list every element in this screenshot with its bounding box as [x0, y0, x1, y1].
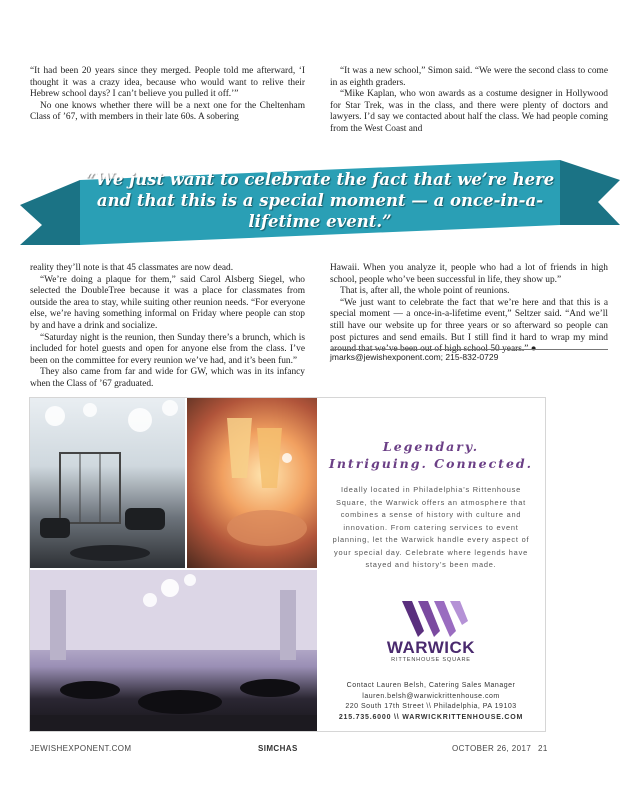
- lobby-illustration: [30, 398, 185, 568]
- article-column-top-right: [330, 66, 608, 134]
- article-paragraph: “Mike Kaplan, who won awards as a costume designer in Hollywood for Star Trek, was in the class, and there were plenty of doctors and lawyers. I’d say we contacted about half the class. We had people coming from the West Coast and: [330, 89, 608, 134]
- ad-headline-line: Intriguing. Connected.: [329, 456, 533, 471]
- warwick-advertisement: [29, 397, 546, 732]
- article-paragraph: reality they’ll note is that 45 classmates are now dead.: [30, 263, 234, 273]
- article-paragraph: “It had been 20 years since they merged. People told me afterward, ‘I thought it was a crazy idea, because who would want to relive their Hebrew school days? I can’t believe you pulled it off.’”: [30, 66, 305, 100]
- contact-name: Contact Lauren Belsh, Catering Sales Manager: [346, 682, 516, 689]
- pull-quote: “We just want to celebrate the fact that we’re here and that this is a special moment — a once-in-a-lifetime event.”: [85, 169, 555, 231]
- contact-email: lauren.belsh@warwickrittenhouse.com: [362, 692, 500, 700]
- article-paragraph: Hawaii. When you analyze it, people who had a lot of friends in high school, people who’ve been successful in life, they show up.”: [330, 263, 608, 285]
- ad-headline-line: Legendary.: [382, 439, 480, 454]
- ballroom-photo: [30, 570, 317, 731]
- brand-subtitle: RITTENHOUSE SQUARE: [391, 657, 471, 663]
- contact-phone-web: 215.735.6000 \\ WARWICKRITTENHOUSE.COM: [338, 713, 524, 721]
- champagne-illustration: [187, 398, 317, 568]
- page-number: 21: [538, 744, 548, 753]
- ballroom-illustration: [30, 570, 317, 731]
- footer-website: JEWISHEXPONENT.COM: [30, 744, 132, 753]
- author-contact: jmarks@jewishexponent.com; 215-832-0729: [330, 352, 499, 362]
- article-paragraph: That is, after all, the whole point of reunions.: [340, 286, 510, 297]
- article-paragraph: No one knows whether there will be a next one for the Cheltenham Class of ’67, with members in their late 60s. A sobering: [30, 100, 305, 123]
- footer-section: SIMCHAS: [258, 744, 298, 753]
- ad-contact-block: [326, 681, 536, 723]
- ad-copy: [326, 438, 536, 572]
- article-paragraph: “Saturday night is the reunion, then Sunday there’s a brunch, which is included for hotel guests and open for anyone else from the class. I’ve been on the committee for every reunion we’ve had, and it’s been fun.”: [30, 332, 305, 366]
- champagne-toast-photo: [187, 398, 317, 568]
- contact-address: 220 South 17th Street \\ Philadelphia, PA 19103: [345, 703, 517, 710]
- ad-body: Ideally located in Philadelphia’s Rittenhouse Square, the Warwick offers an atmosphere that combines a sense of history with culture and innovation. From catering services to event planning, let the Warwick handle every aspect of your special day. Celebrate where legends have stayed and history’s been made.: [332, 485, 530, 569]
- lobby-photo: [30, 398, 185, 568]
- footer-date: OCTOBER 26, 2017: [452, 744, 532, 753]
- article-paragraph: “It was a new school,” Simon said. “We were the second class to come in as eighth graders.: [330, 66, 608, 88]
- signature-divider: [330, 349, 608, 350]
- article-column-bottom-left: [30, 263, 305, 391]
- article-column-top-left: [30, 66, 305, 128]
- brand-name: WARWICK: [386, 638, 476, 657]
- article-paragraph: “We’re doing a plaque for them,” said Carol Alsberg Siegel, who selected the DoubleTree because it was a place for classmates from outside the area to stay, while suiting other reunion needs. “For everyone else, we’re having something informal on Friday where people can stop by and have a drink and socialize.: [30, 274, 305, 331]
- warwick-logo-icon: [400, 601, 470, 637]
- article-paragraph: They also came from far and wide for GW, which was in its infancy when the Class of ’67 graduated.: [30, 367, 305, 389]
- article-column-bottom-right: [330, 263, 608, 356]
- ad-headline: [326, 438, 536, 472]
- article-paragraph: “We just want to celebrate the fact that we’re here and that this is a special moment — a once-in-a-lifetime event,” Seltzer said. “And we’ll still have our website up for three years or so afterward so people can post pictures and send emails. But I still find it hard to wrap my mind around that we’ve been out of high school 50 years.” ●: [330, 297, 608, 355]
- pull-quote-ribbon: [20, 150, 620, 250]
